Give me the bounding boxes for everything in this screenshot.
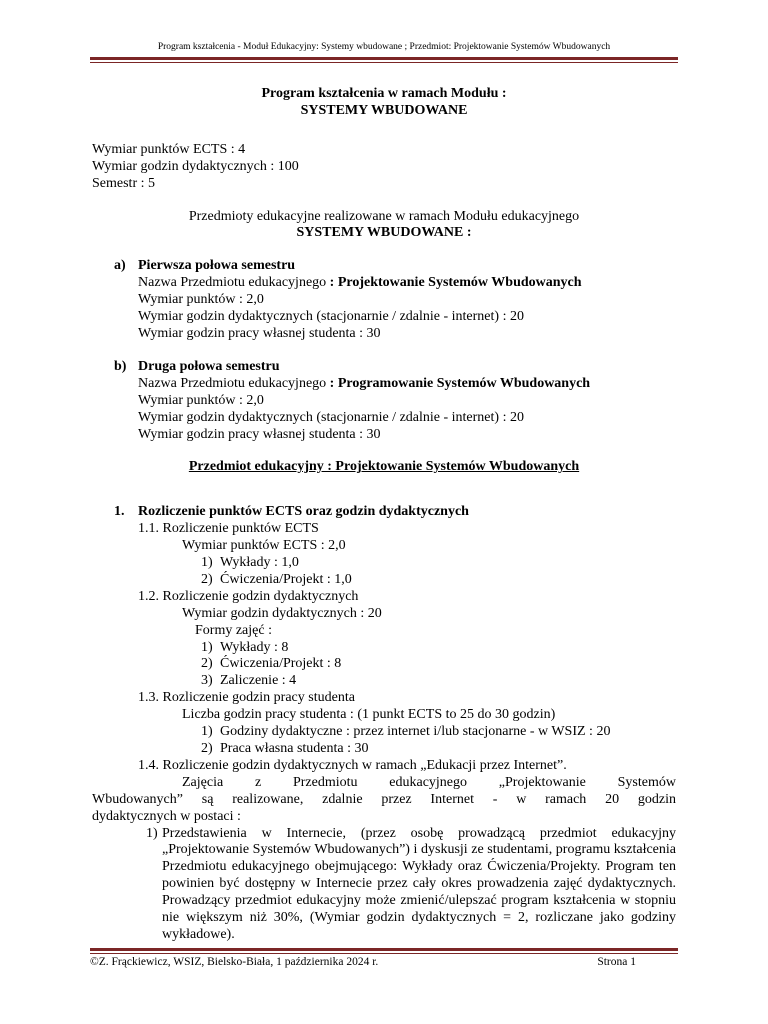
list-number: 1): [146, 825, 158, 841]
section-b-name-value: : Programowanie Systemów Wbudowanych: [329, 375, 591, 391]
list-text: Wykłady : 8: [220, 639, 289, 655]
list-text: Godziny dydaktyczne : przez internet i/lub stacjonarne - w WSIZ : 20: [220, 724, 611, 740]
header-rule-thick: [90, 57, 678, 60]
document-body: [92, 86, 676, 944]
section-1-1-ects: Wymiar punktów ECTS : 2,0: [182, 538, 346, 554]
list-item: [138, 673, 676, 690]
footer-rule-thin: [90, 953, 678, 954]
section-1-1-title: 1.1. Rozliczenie punktów ECTS: [138, 521, 319, 537]
footer-copyright: ©Z. Frąckiewicz, WSIZ, Bielsko-Biała, 1 października 2024 r.: [90, 956, 379, 968]
section-1-2-forms: Formy zajęć :: [195, 622, 272, 638]
module-ects: Wymiar punktów ECTS : 4: [92, 141, 246, 157]
list-item: [138, 724, 676, 741]
list-text: Praca własna studenta : 30: [220, 741, 369, 756]
section-b-marker: b): [114, 358, 127, 374]
section-a-name-line: [138, 275, 676, 292]
list-number: 3): [201, 673, 213, 689]
section-a-hours: Wymiar godzin dydaktycznych (stacjonarnie / zdalnie - internet) : 20: [138, 309, 524, 325]
section-1-4-paragraph: [92, 775, 676, 826]
list-item: [138, 555, 676, 572]
list-text: Ćwiczenia/Projekt : 1,0: [220, 571, 352, 587]
header-rule-thin: [90, 62, 678, 63]
list-text: Zaliczenie : 4: [220, 673, 297, 689]
section-a-marker: a): [114, 258, 126, 274]
subjects-intro-line-2: SYSTEMY WBUDOWANE :: [296, 225, 472, 241]
section-a-own-work: Wymiar godzin pracy własnej studenta : 30: [138, 325, 381, 341]
section-a-name-value: : Projektowanie Systemów Wbudowanych: [329, 275, 582, 291]
point-1-marker: 1.: [114, 504, 125, 520]
section-b-hours: Wymiar godzin dydaktycznych (stacjonarnie / zdalnie - internet) : 20: [138, 409, 524, 425]
section-b: [92, 359, 676, 444]
list-item: [138, 741, 676, 758]
list-item: [138, 572, 676, 589]
section-a-name-label: Nazwa Przedmiotu edukacyjnego: [138, 275, 327, 291]
section-b-name-label: Nazwa Przedmiotu edukacyjnego: [138, 375, 327, 391]
footer-page-number: Strona 1: [597, 956, 636, 968]
list-number: 2): [201, 571, 213, 587]
paragraph-line-3: dydaktycznych w postaci :: [92, 808, 241, 824]
list-item: [138, 656, 676, 673]
module-semester: Semestr : 5: [92, 175, 155, 191]
module-hours: Wymiar godzin dydaktycznych : 100: [92, 158, 299, 174]
point-1-heading: Rozliczenie punktów ECTS oraz godzin dydaktycznych: [138, 504, 469, 520]
point-1: [92, 504, 676, 775]
running-header: Program kształcenia - Moduł Edukacyjny: Systemy wbudowane ; Przedmiot: Projektowanie Systemów Wbudowanych: [157, 42, 611, 52]
list-number: 1): [201, 724, 213, 740]
section-b-points: Wymiar punktów : 2,0: [138, 392, 264, 408]
section-a: [92, 258, 676, 343]
title-line-2: SYSTEMY WBUDOWANE: [300, 102, 468, 118]
paragraph-line-2: Wbudowanych” są realizowane, zdalnie przez Internet - w ramach 20 godzin: [92, 791, 676, 807]
list-text: Ćwiczenia/Projekt : 8: [220, 656, 342, 672]
section-1-3-count: Liczba godzin pracy studenta : (1 punkt ECTS to 25 do 30 godzin): [182, 707, 556, 723]
list-item: [138, 640, 676, 657]
section-1-3-title: 1.3. Rozliczenie godzin pracy studenta: [138, 690, 355, 706]
section-1-2-title: 1.2. Rozliczenie godzin dydaktycznych: [138, 588, 359, 604]
list-text: Wykłady : 1,0: [220, 555, 299, 571]
list-number: 2): [201, 656, 213, 672]
subjects-intro: [92, 209, 676, 243]
section-1-2-hours: Wymiar godzin dydaktycznych : 20: [182, 605, 382, 621]
footer-rule-thick: [90, 948, 678, 951]
section-b-heading: Druga połowa semestru: [138, 358, 280, 374]
list-text: Przedstawienia w Internecie, (przez osobę prowadzącą przedmiot edukacyjny „Projektowanie Systemów Wbudowanych”) i dyskusji ze studentami, programu kształcenia Przedmiotu edukacyjnego obejmującego: Wykłady oraz Ćwiczenia/Projekty. Program ten powinien być dostępny w Internecie przez cały okres prowadzenia zajęć dydaktycznych. Prowadzący przedmiot edukacyjny może zmienić/ulepszać program kształcenia w stopniu nie większym niż 30%, (Wymiar godzin dydaktycznych = 2, rozliczane jako godziny wykładowe).: [162, 825, 676, 942]
section-b-own-work: Wymiar godzin pracy własnej studenta : 30: [138, 426, 381, 442]
section-1-4-title: 1.4. Rozliczenie godzin dydaktycznych w ramach „Edukacji przez Internet”.: [138, 757, 567, 773]
list-number: 1): [201, 555, 213, 571]
section-a-points: Wymiar punktów : 2,0: [138, 292, 264, 308]
document-title: [92, 86, 676, 120]
list-number: 1): [201, 639, 213, 655]
list-number: 2): [201, 741, 213, 756]
title-line-1: Program kształcenia w ramach Modułu :: [261, 86, 507, 101]
paragraph-line-1: Zajęcia z Przedmiotu edukacyjnego „Projektowanie Systemów: [182, 774, 676, 790]
module-info: [92, 142, 676, 193]
section-1-4-list-item: [92, 826, 676, 944]
page-footer: [90, 956, 678, 968]
section-a-heading: Pierwsza połowa semestru: [138, 258, 296, 274]
subjects-intro-line-1: Przedmioty edukacyjne realizowane w ramach Modułu edukacyjnego: [188, 208, 580, 224]
section-b-name-line: [138, 376, 676, 393]
subject-heading: Przedmiot edukacyjny : Projektowanie Systemów Wbudowanych: [188, 459, 580, 475]
